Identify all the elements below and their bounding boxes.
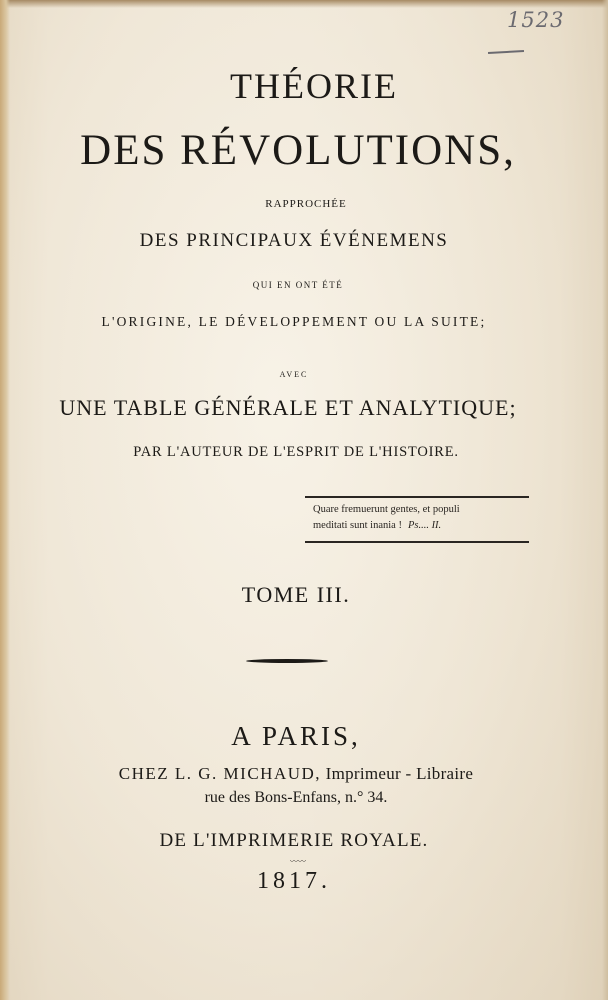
epigraph-rule-bottom: [305, 541, 529, 543]
subtitle-principaux: DES PRINCIPAUX ÉVÉNEMENS: [139, 230, 449, 251]
epigraph-line-2: [313, 518, 527, 534]
imprint-publisher-name: CHEZ L. G. MICHAUD,: [118, 764, 322, 783]
imprint-publisher-role: Imprimeur - Libraire: [325, 764, 474, 783]
imprint-city: A PARIS,: [231, 721, 361, 751]
ornamental-rule: [246, 659, 328, 663]
shelfmark-annotation: 1523: [507, 8, 565, 32]
imprint-printer: DE L'IMPRIMERIE ROYALE.: [159, 830, 429, 851]
flourish-ornament: 〰〰: [290, 859, 306, 864]
title-line-2: DES RÉVOLUTIONS,: [80, 127, 516, 174]
page-edge-top: [0, 0, 608, 8]
subtitle-avec: AVEC: [279, 370, 309, 379]
page-edge-right: [602, 0, 608, 1000]
epigraph-rule-top: [305, 496, 529, 498]
author-line: PAR L'AUTEUR DE L'ESPRIT DE L'HISTOIRE.: [133, 444, 459, 460]
epigraph-reference: Ps.... II.: [407, 520, 442, 531]
imprint-address: rue des Bons-Enfans, n.° 34.: [204, 789, 388, 806]
epigraph-line-1: Quare fremuerunt gentes, et populi: [313, 504, 460, 515]
title-line-1: THÉORIE: [230, 66, 398, 106]
volume-number: TOME III.: [241, 582, 351, 607]
epigraph: [313, 502, 527, 534]
subtitle-origine: L'ORIGINE, LE DÉVELOPPEMENT OU LA SUITE;: [101, 314, 487, 329]
epigraph-line-2-text: meditati sunt inania !: [313, 520, 402, 531]
subtitle-qui: QUI EN ONT ÉTÉ: [252, 280, 344, 290]
subtitle-rapprochee: RAPPROCHÉE: [265, 198, 347, 210]
subtitle-table: UNE TABLE GÉNÉRALE ET ANALYTIQUE;: [59, 395, 517, 420]
shelfmark-underline: [488, 50, 524, 54]
imprint-publisher: [0, 764, 600, 784]
imprint-year: 1817.: [257, 868, 331, 894]
